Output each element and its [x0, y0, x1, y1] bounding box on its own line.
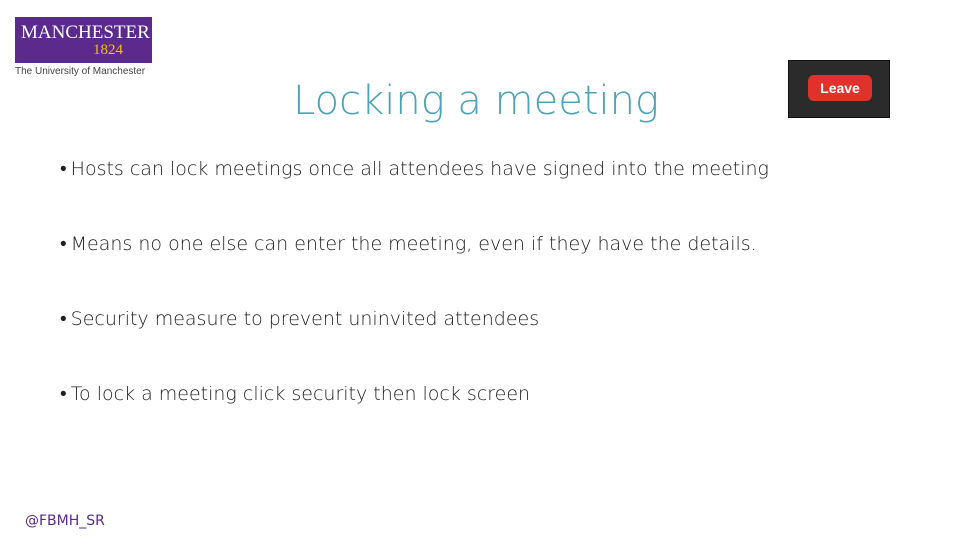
slide-title: Locking a meeting — [293, 78, 659, 124]
bullet-item — [60, 383, 920, 458]
bullet-text: To lock a meeting click security then lock screen — [70, 383, 531, 405]
university-logo — [15, 17, 153, 81]
bullet-item — [60, 308, 920, 383]
logo-caption: The University of Manchester — [15, 66, 146, 77]
bullet-dot-icon: • — [60, 158, 67, 180]
bullet-text: Security measure to prevent uninvited attendees — [70, 308, 540, 330]
bullet-text: Hosts can lock meetings once all attendees have signed into the meeting — [70, 158, 769, 180]
logo-wordmark: MANCHESTER — [21, 22, 150, 43]
bullet-dot-icon: • — [60, 308, 67, 330]
social-handle: @FBMH_SR — [25, 513, 105, 529]
bullet-dot-icon: • — [60, 383, 67, 405]
logo-badge — [15, 17, 152, 63]
logo-year: 1824 — [93, 42, 123, 58]
bullet-dot-icon: • — [60, 233, 67, 255]
bullet-item — [60, 233, 920, 308]
bullet-text: Means no one else can enter the meeting, even if they have the details. — [70, 233, 757, 255]
bullet-list — [60, 158, 920, 458]
leave-button-panel — [788, 60, 890, 118]
leave-button[interactable]: Leave — [808, 75, 872, 101]
bullet-item — [60, 158, 920, 233]
